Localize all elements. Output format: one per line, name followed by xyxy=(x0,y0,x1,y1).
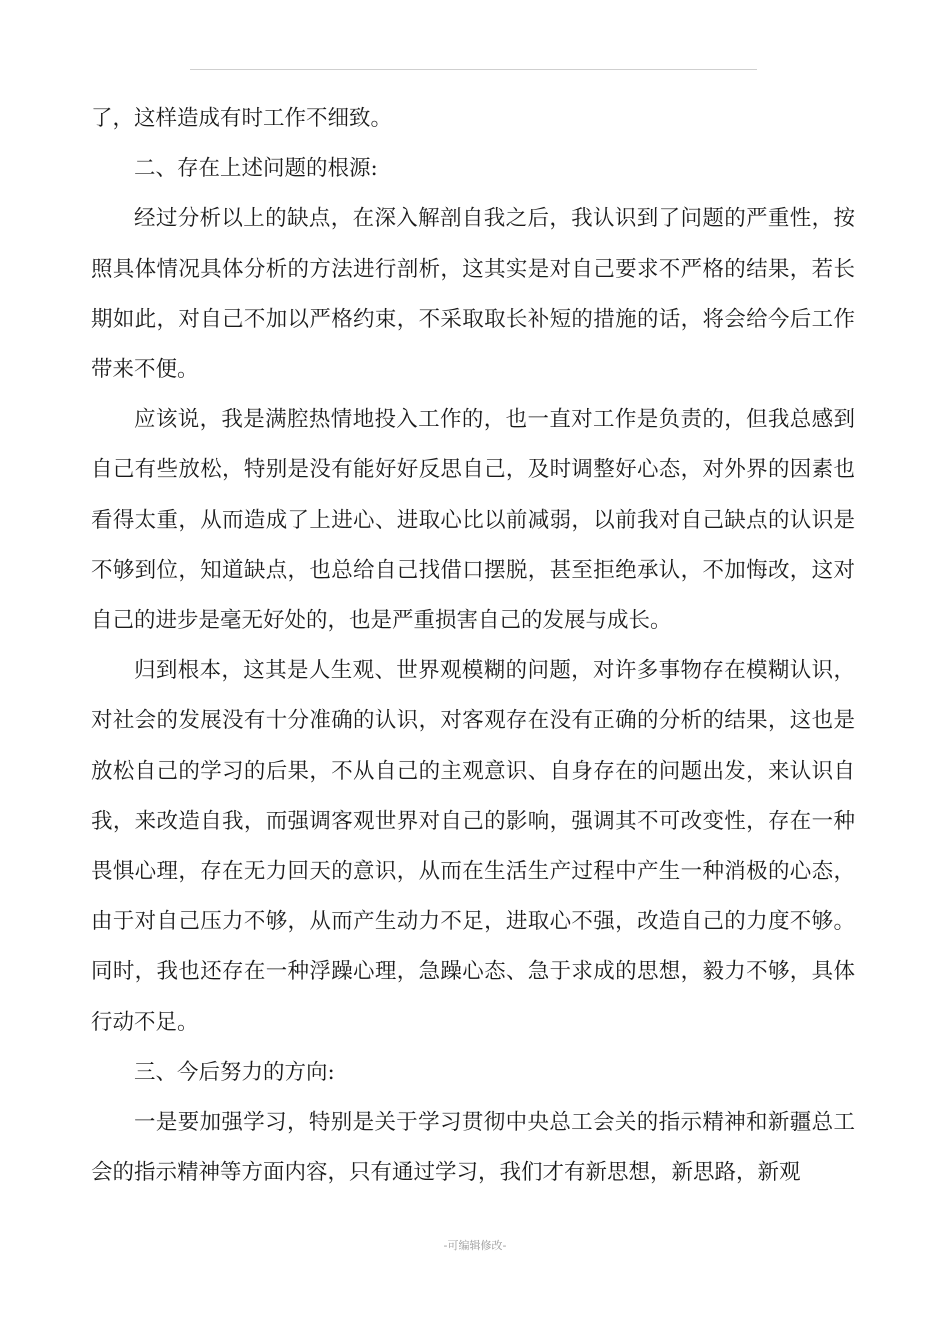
paragraph-continuation: 了，这样造成有时工作不细致。 xyxy=(91,106,393,131)
paragraph-strengthen-study: 一是要加强学习，特别是关于学习贯彻中央总工会关的指示精神和新疆总工会的指示精神等方面内容，只有通过学习，我们才有新思想，新思路，新观 xyxy=(91,1110,855,1186)
paragraph-root-cause: 归到根本，这其是人生观、世界观模糊的问题，对许多事物存在模糊认识，对社会的发展没有十分准确的认识，对客观存在没有正确的分析的结果，这也是放松自己的学习的后果，不从自己的主观意识、自身存在的问题出发，来认识自我，来改造自我，而强调客观世界对自己的影响，强调其不可改变性，存在一种畏惧心理，存在无力回天的意识，从而在生活生产过程中产生一种消极的心态，由于对自己压力不够，从而产生动力不足，进取心不强，改造自己的力度不够。同时，我也还存在一种浮躁心理，急躁心态、急于求成的思想，毅力不够，具体行动不足。 xyxy=(91,658,855,1035)
page-footer: -可编辑修改- xyxy=(443,1239,507,1252)
section-heading-root-causes: 二、存在上述问题的根源: xyxy=(134,156,378,182)
section-heading-future-direction: 三、今后努力的方向: xyxy=(134,1059,335,1085)
header-rule xyxy=(190,69,757,70)
paragraph-self-reflection: 应该说，我是满腔热情地投入工作的，也一直对工作是负责的，但我总感到自己有些放松，特别是没有能好好反思自己，及时调整好心态，对外界的因素也看得太重，从而造成了上进心、进取心比以前减弱，以前我对自己缺点的认识是不够到位，知道缺点，也总给自己找借口摆脱，甚至拒绝承认，不加悔改，这对自己的进步是毫无好处的，也是严重损害自己的发展与成长。 xyxy=(91,407,855,634)
document-body xyxy=(91,94,855,1198)
paragraph-analysis: 经过分析以上的缺点，在深入解剖自我之后，我认识到了问题的严重性，按照具体情况具体分析的方法进行剖析，这其实是对自己要求不严格的结果，若长期如此，对自己不加以严格约束，不采取取长补短的措施的话，将会给今后工作带来不便。 xyxy=(91,206,855,383)
